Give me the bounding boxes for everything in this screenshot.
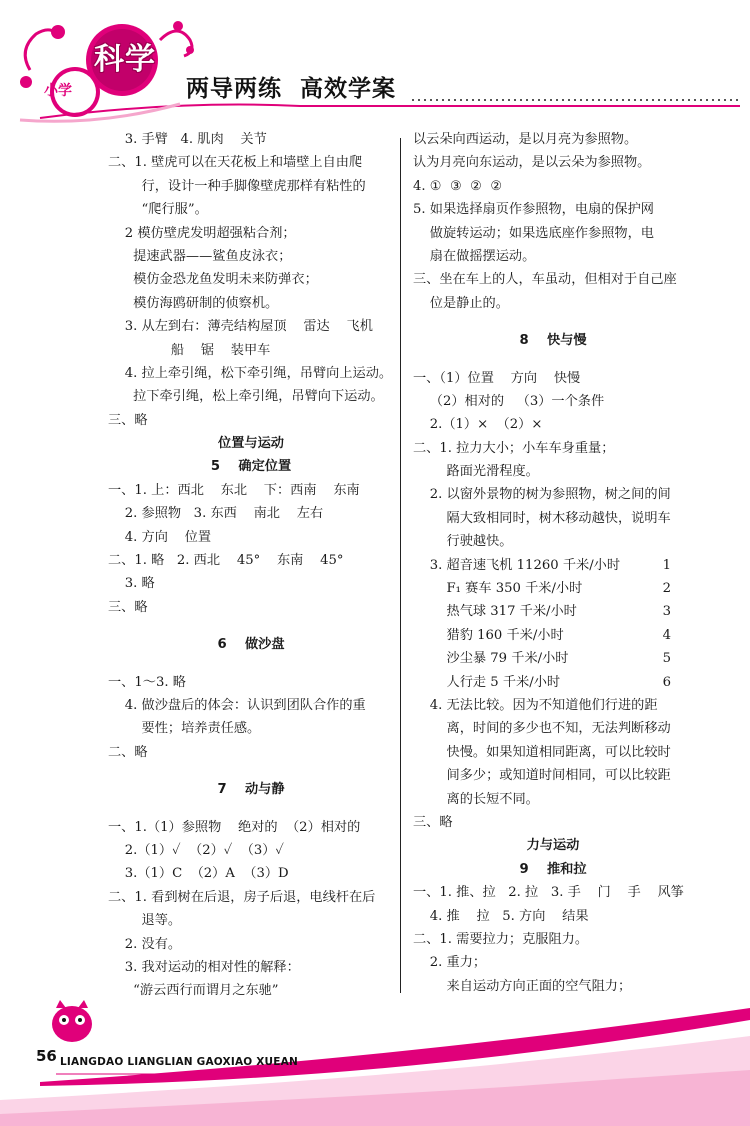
answer-line: 一、1.（1）参照物 绝对的 （2）相对的 <box>108 819 361 835</box>
answer-line: 模仿金恐龙鱼发明未来防弹衣； <box>108 272 318 288</box>
answer-line: 3. 略 <box>108 576 155 592</box>
rank-number: 3 <box>662 604 671 620</box>
page-footer <box>0 990 750 1126</box>
answer-line: 船 锯 装甲车 <box>108 342 271 358</box>
badge-small-text: 小学 <box>44 83 72 99</box>
answer-line: 一、1. 上：西北 东北 下：西南 东南 <box>108 482 360 498</box>
answer-line: 一、1～3. 略 <box>108 674 186 690</box>
answer-line: 路面光滑程度。 <box>413 464 539 480</box>
answer-line: 三、略 <box>413 814 453 830</box>
section-heading: 9 推和拉 <box>519 861 587 877</box>
spacer <box>413 353 693 367</box>
answer-line: 来自运动方向正面的空气阻力； <box>413 978 632 994</box>
answer-line: 做旋转运动；如果选底座作参照物，电 <box>413 225 654 241</box>
answer-line: 隔大致相同时，树木移动越快，说明车 <box>413 510 671 526</box>
owl-pupil-icon <box>78 1018 82 1022</box>
answer-line: 5. 如果选择扇页作参照物，电扇的保护网 <box>413 202 654 218</box>
answer-line: 三、略 <box>108 599 148 615</box>
answer-line: 拉下牵引绳，松上牵引绳，吊臂向下运动。 <box>108 389 384 405</box>
footer-pinyin: LIANGDAO LIANGLIAN GAOXIAO XUEAN <box>60 1056 298 1068</box>
answer-line: 2. 没有。 <box>108 936 182 952</box>
series-title: 两导两练 高效学案 <box>186 76 397 102</box>
answer-line: 离的长短不同。 <box>413 791 539 807</box>
answer-line: 快慢。如果知道相同距离，可以比较时 <box>413 744 671 760</box>
answer-line: 一、（1）位置 方向 快慢 <box>413 370 581 386</box>
answer-line: （2）相对的 （3）一个条件 <box>413 393 605 409</box>
answer-line: 离，时间的多少也不知，无法判断移动 <box>413 721 671 737</box>
answer-text: F₁ 赛车 350 千米/小时 <box>413 581 583 597</box>
answer-line: 3.（1）C （2）A （3）D <box>108 866 289 882</box>
spacer <box>413 315 693 329</box>
ranked-answer-line <box>413 647 671 670</box>
answer-line: 行，设计一种手脚像壁虎那样有粘性的 <box>108 178 366 194</box>
section-heading: 位置与运动 <box>218 436 284 452</box>
answer-line: 2. 以窗外景物的树为参照物，树之间的间 <box>413 487 671 503</box>
ranked-answer-line <box>413 671 671 694</box>
spacer <box>108 764 394 778</box>
section-heading: 8 快与慢 <box>519 333 587 349</box>
badge-subject-text: 科学 <box>94 42 156 77</box>
answer-line: 二、1. 略 2. 西北 45° 东南 45° <box>108 553 344 569</box>
owl-icon <box>52 1006 92 1042</box>
ranked-answer-line <box>413 600 671 623</box>
answer-line: 行驶越快。 <box>413 534 513 550</box>
rank-number: 1 <box>662 557 671 573</box>
answer-line: 4. 拉上牵引绳，松下牵引绳，吊臂向上运动。 <box>108 365 393 381</box>
right-column <box>413 128 693 998</box>
answer-text: 猎豹 160 千米/小时 <box>413 627 564 643</box>
dot-deco <box>51 25 65 39</box>
answer-line: 退等。 <box>108 913 182 929</box>
answer-line: 二、1. 拉力大小；小车车身重量； <box>413 440 615 456</box>
answer-line: 2.（1）✓ （2）✓ （3）✓ <box>108 842 284 858</box>
answer-line: 认为月亮向东运动，是以云朵为参照物。 <box>413 155 651 171</box>
answer-line: “游云西行而谓月之东驰” <box>108 983 279 999</box>
page-number: 56 <box>36 1047 57 1065</box>
ranked-answer-line <box>413 624 671 647</box>
answer-line: 一、1. 推、拉 2. 拉 3. 手 门 手 风筝 <box>413 885 684 901</box>
answer-line: 二、1. 看到树在后退，房子后退，电线杆在后 <box>108 889 376 905</box>
ranked-answer-line <box>413 577 671 600</box>
section-heading: 力与运动 <box>526 838 580 854</box>
owl-pupil-icon <box>62 1018 66 1022</box>
rank-number: 6 <box>662 674 671 690</box>
answer-line: 二、1. 需要拉力；克服阻力。 <box>413 931 589 947</box>
answer-line: 3. 从左到右：薄壳结构屋顶 雷达 飞机 <box>108 319 373 335</box>
answer-line: 模仿海鸥研制的侦察机。 <box>108 295 279 311</box>
dot-deco <box>186 46 194 54</box>
answer-line: 4. 推 拉 5. 方向 结果 <box>413 908 589 924</box>
answer-text: 人行走 5 千米/小时 <box>413 674 561 690</box>
spacer <box>108 657 394 671</box>
spacer <box>108 802 394 816</box>
section-heading: 6 做沙盘 <box>217 637 285 653</box>
answer-line: 4. 无法比较。因为不知道他们行进的距 <box>413 697 658 713</box>
answer-line: 4. 方向 位置 <box>108 529 212 545</box>
answer-line: 4. ① ③ ② ② <box>413 178 503 194</box>
answer-line: 4. 做沙盘后的体会：认识到团队合作的重 <box>108 697 366 713</box>
answer-line: 2 模仿壁虎发明超强粘合剂； <box>108 225 296 241</box>
section-heading: 5 确定位置 <box>210 459 292 475</box>
answer-line: “爬行服”。 <box>108 202 208 218</box>
dot-deco <box>173 21 183 31</box>
answer-text: 热气球 317 千米/小时 <box>413 604 577 620</box>
answer-line: 扇在做摇摆运动。 <box>413 248 536 264</box>
rank-number: 4 <box>662 627 671 643</box>
ranked-answer-line <box>413 554 671 577</box>
answer-line: 2. 重力； <box>413 955 487 971</box>
spacer <box>108 619 394 633</box>
answer-line: 间多少；或知道时间相同，可以比较距 <box>413 768 671 784</box>
column-divider <box>400 138 401 993</box>
rank-number: 5 <box>662 651 671 667</box>
answer-line: 三、坐在车上的人，车虽动，但相对于自己座 <box>413 272 677 288</box>
answer-text: 沙尘暴 79 千米/小时 <box>413 651 569 667</box>
answer-line: 二、略 <box>108 744 148 760</box>
answer-line: 二、1. 壁虎可以在天花板上和墙壁上自由爬 <box>108 155 363 171</box>
answer-line: 三、略 <box>108 412 148 428</box>
answer-line: 3. 手臂 4. 肌肉 关节 <box>108 132 267 147</box>
section-heading: 7 动与静 <box>217 782 285 798</box>
answer-line: 3. 我对运动的相对性的解释： <box>108 959 300 975</box>
answer-line: 2. 参照物 3. 东西 南北 左右 <box>108 506 324 522</box>
answer-line: 2.（1）× （2）× <box>413 417 543 433</box>
answer-line: 以云朵向西运动，是以月亮为参照物。 <box>413 132 638 147</box>
rank-number: 2 <box>662 581 671 597</box>
answer-line: 要性；培养责任感。 <box>108 721 261 737</box>
left-column <box>108 128 394 1003</box>
answer-line: 位是静止的。 <box>413 295 509 311</box>
dot-deco <box>20 76 32 88</box>
answer-line: 提速武器——鲨鱼皮泳衣； <box>108 248 292 264</box>
answer-text: 3. 超音速飞机 11260 千米/小时 <box>413 557 621 573</box>
page-header <box>0 0 750 130</box>
